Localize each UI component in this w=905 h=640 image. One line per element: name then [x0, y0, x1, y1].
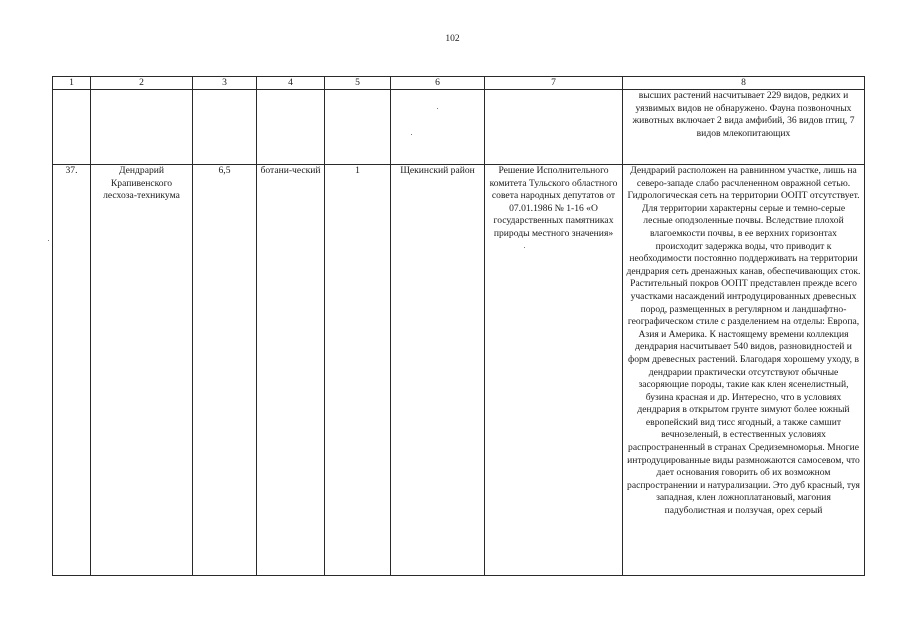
- header-col-6: 6: [391, 77, 485, 90]
- site-location: Щекинский район: [391, 165, 485, 576]
- site-importance: 1: [325, 165, 391, 576]
- site-description: Дендрарий расположен на равнинном участке, лишь на северо-западе слабо расчлененном овражной сетью. Гидрологическая сеть на территории ООПТ отсутствует. Для территории характерны серые и темно-серые лесные оподзоленные почвы. Вследствие плохой влагоемкости почвы, в ее верхних горизонтах происходит задержка воды, что приводит к необходимости постоянно поддерживать на территории дендрария сеть дренажных канав, обеспечивающих сток. Растительный покров ООПТ представлен прежде всего участками насаждений интродуцированных древесных пород, размещенных в регулярном и ландшафтно-географическом стиле с разделением на отделы: Европа, Азия и Америка. К настоящему времени коллекция дендрария насчитывает 540 видов, разновидностей и форм древесных растений. Благодаря хорошему уходу, в дендрарии практически отсутствуют обычные засоряющие породы, такие как клен ясенелистный, бузина красная и др. Интересно, что в условиях дендрария в открытом грунте зимуют более южный европейский вид тисс ягодный, а также самшит вечнозеленый, в естественных условиях распространенный в странах Средиземноморья. Многие интродуцированные виды размножаются самосевом, что дает основания говорить об их возможном распространении и натурализации. Это дуб красный, туя западная, клен ложноплатановый, магония падуболистная и ползучая, орех серый: [623, 165, 865, 576]
- header-col-1: 1: [53, 77, 91, 90]
- scan-speck: [437, 108, 438, 109]
- scan-speck: [48, 240, 49, 241]
- site-area: 6,5: [193, 165, 257, 576]
- site-name: Дендрарий Крапивенского лесхоза-техникума: [91, 165, 193, 576]
- table-row: [53, 165, 865, 576]
- header-col-2: 2: [91, 77, 193, 90]
- cell-empty: [91, 90, 193, 165]
- continued-description: высших растений насчитывает 229 видов, редких и уязвимых видов не обнаружено. Фауна позвоночных животных включает 2 вида амфибий, 36 видов птиц, 7 видов млекопитающих: [623, 90, 865, 165]
- scan-speck: [411, 134, 412, 135]
- scan-speck: [524, 247, 525, 248]
- header-col-8: 8: [623, 77, 865, 90]
- table-header-row: [53, 77, 865, 90]
- cell-empty: [485, 90, 623, 165]
- header-col-5: 5: [325, 77, 391, 90]
- row-number: 37.: [53, 165, 91, 576]
- site-profile: ботани-ческий: [257, 165, 325, 576]
- cell-empty: [391, 90, 485, 165]
- site-decision: Решение Исполнительного комитета Тульского областного совета народных депутатов от 07.01.1986 № 1-16 «О государственных памятниках природы местного значения»: [485, 165, 623, 576]
- cell-empty: [193, 90, 257, 165]
- cell-empty: [53, 90, 91, 165]
- cell-empty: [257, 90, 325, 165]
- cell-empty: [325, 90, 391, 165]
- header-col-3: 3: [193, 77, 257, 90]
- header-col-4: 4: [257, 77, 325, 90]
- header-col-7: 7: [485, 77, 623, 90]
- page-number: 102: [445, 34, 460, 44]
- table-row-continued: [53, 90, 865, 165]
- protected-areas-table: [52, 76, 865, 576]
